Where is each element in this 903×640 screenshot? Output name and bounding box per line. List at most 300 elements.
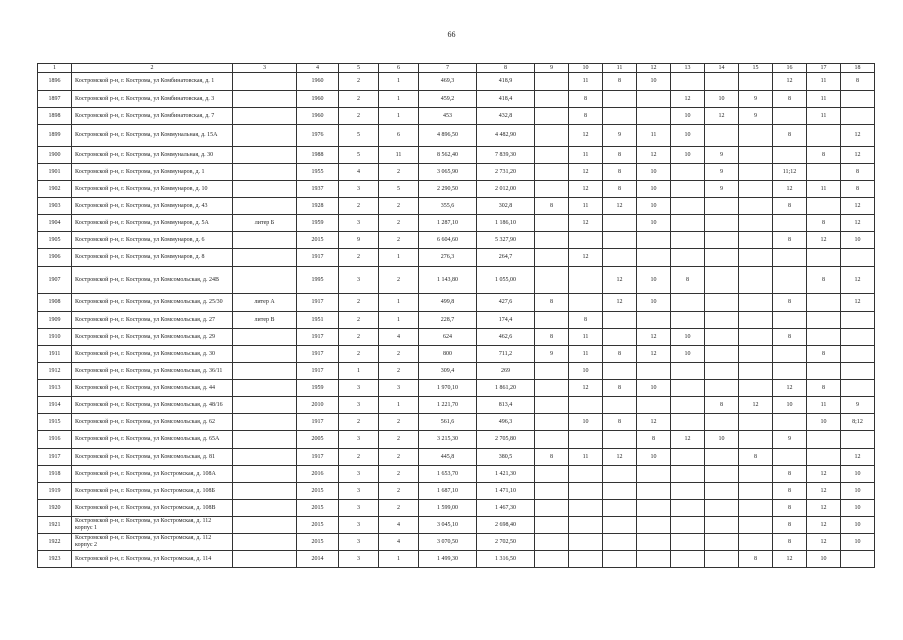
table-cell: 10 (637, 198, 671, 215)
row-id-cell: 1896 (38, 73, 72, 91)
table-cell: 302,8 (477, 198, 535, 215)
table-cell (637, 534, 671, 551)
table-cell: 10 (671, 329, 705, 346)
table-cell (705, 380, 739, 397)
table-cell: 2 (379, 232, 419, 249)
table-cell: 1 287,10 (419, 215, 477, 232)
table-cell: 2015 (297, 517, 339, 534)
table-cell: 453 (419, 108, 477, 125)
table-cell (773, 346, 807, 363)
table-row (38, 363, 875, 380)
table-cell (535, 147, 569, 164)
table-cell: 12 (603, 294, 637, 312)
table-cell: 2015 (297, 483, 339, 500)
row-id-cell: 1916 (38, 431, 72, 449)
table-cell (233, 431, 297, 449)
table-cell: 2 (379, 267, 419, 294)
address-cell: Костромской р-н, г. Кострома, ул Коммунаров, д. 6 (72, 232, 233, 249)
table-cell: 3 (339, 215, 379, 232)
table-cell (603, 232, 637, 249)
table-cell: 1976 (297, 125, 339, 147)
table-cell: 309,4 (419, 363, 477, 380)
table-cell (535, 397, 569, 414)
table-cell: 8 (739, 551, 773, 568)
table-cell (739, 312, 773, 329)
column-number-cell: 4 (297, 64, 339, 73)
table-cell (535, 431, 569, 449)
table-cell: 3 (339, 181, 379, 198)
table-cell: 12 (569, 215, 603, 232)
table-cell: 711,2 (477, 346, 535, 363)
address-cell: Костромской р-н, г. Кострома, ул Комбинатовская, д. 3 (72, 91, 233, 108)
address-cell: Костромской р-н, г. Кострома, ул Коммунаров, д. 10 (72, 181, 233, 198)
table-cell (841, 108, 875, 125)
table-cell: 6 (379, 125, 419, 147)
table-row (38, 91, 875, 108)
table-cell: 1917 (297, 294, 339, 312)
table-cell (603, 363, 637, 380)
table-cell (535, 125, 569, 147)
table-cell: 8 (773, 91, 807, 108)
table-cell: 2 290,50 (419, 181, 477, 198)
table-cell (705, 198, 739, 215)
address-cell: Костромской р-н, г. Кострома, ул Комсомольская, д. 48/16 (72, 397, 233, 414)
table-cell: 2 702,50 (477, 534, 535, 551)
row-id-cell: 1923 (38, 551, 72, 568)
table-cell: 11 (569, 346, 603, 363)
table-cell: 8 562,40 (419, 147, 477, 164)
table-cell: 2 (379, 483, 419, 500)
table-cell: 11 (569, 73, 603, 91)
table-cell (233, 414, 297, 431)
table-cell: 4 (379, 517, 419, 534)
table-cell: 8 (773, 466, 807, 483)
table-cell: 8 (807, 346, 841, 363)
table-cell: 469,3 (419, 73, 477, 91)
table-cell (603, 500, 637, 517)
column-number-cell: 14 (705, 64, 739, 73)
table-cell (807, 125, 841, 147)
address-cell: Костромской р-н, г. Кострома, ул Коммунаров, д. 1 (72, 164, 233, 181)
table-cell: 12 (807, 534, 841, 551)
table-cell: 8 (603, 346, 637, 363)
table-cell: 11 (569, 147, 603, 164)
table-cell: 2015 (297, 534, 339, 551)
table-cell: 2 (379, 414, 419, 431)
table-cell (739, 517, 773, 534)
table-cell (739, 232, 773, 249)
table-cell (535, 500, 569, 517)
table-cell: 3 (339, 397, 379, 414)
table-cell: 2005 (297, 431, 339, 449)
row-id-cell: 1903 (38, 198, 72, 215)
table-cell: 2 (339, 73, 379, 91)
table-cell: 1937 (297, 181, 339, 198)
table-cell: 2 (379, 198, 419, 215)
table-cell (569, 500, 603, 517)
table-cell: 1917 (297, 249, 339, 267)
address-cell: Костромской р-н, г. Кострома, ул Костромская, д. 108Б (72, 483, 233, 500)
table-cell: 1 687,10 (419, 483, 477, 500)
table-cell: 10 (569, 363, 603, 380)
table-cell: 11 (807, 181, 841, 198)
table-cell: 2 (379, 164, 419, 181)
table-cell: 3 (339, 380, 379, 397)
table-cell (535, 232, 569, 249)
row-id-cell: 1909 (38, 312, 72, 329)
table-cell: 2 (339, 294, 379, 312)
table-cell (671, 363, 705, 380)
table-cell (569, 466, 603, 483)
table-cell (671, 73, 705, 91)
table-cell: 2 (339, 449, 379, 466)
table-cell: 9 (603, 125, 637, 147)
table-cell: 11 (569, 329, 603, 346)
table-cell: 1 861,20 (477, 380, 535, 397)
table-cell (569, 483, 603, 500)
row-id-cell: 1898 (38, 108, 72, 125)
table-cell: 8 (773, 534, 807, 551)
table-cell: 8 (603, 147, 637, 164)
address-cell: Костромской р-н, г. Кострома, ул Комсомольская, д. 25/30 (72, 294, 233, 312)
table-cell (773, 363, 807, 380)
table-cell: 2 (379, 449, 419, 466)
table-cell (569, 534, 603, 551)
table-cell (739, 125, 773, 147)
address-cell: Костромской р-н, г. Кострома, ул Коммунальная, д. 30 (72, 147, 233, 164)
table-cell: 8 (773, 198, 807, 215)
table-cell: 561,6 (419, 414, 477, 431)
table-cell: 10 (671, 147, 705, 164)
table-cell (739, 380, 773, 397)
table-cell (671, 483, 705, 500)
table-cell (603, 534, 637, 551)
table-cell (535, 73, 569, 91)
table-cell (233, 198, 297, 215)
table-row (38, 431, 875, 449)
address-cell: Костромской р-н, г. Кострома, ул Комбинатовская, д. 1 (72, 73, 233, 91)
table-cell: 1928 (297, 198, 339, 215)
table-cell (637, 466, 671, 483)
table-cell: 8 (603, 380, 637, 397)
table-cell: 418,9 (477, 73, 535, 91)
table-cell (807, 329, 841, 346)
table-cell: литер В (233, 312, 297, 329)
table-cell (807, 294, 841, 312)
table-cell (807, 363, 841, 380)
table-cell (535, 363, 569, 380)
table-cell: 8 (535, 449, 569, 466)
table-cell: 4 (339, 164, 379, 181)
table-cell: 8 (637, 431, 671, 449)
column-number-cell: 3 (233, 64, 297, 73)
table-cell (671, 534, 705, 551)
table-cell (535, 91, 569, 108)
table-cell: 1 (339, 363, 379, 380)
table-cell (535, 249, 569, 267)
table-cell: 3 (339, 267, 379, 294)
table-cell (705, 483, 739, 500)
table-cell: 8 (841, 181, 875, 198)
table-cell: 12 (841, 294, 875, 312)
table-cell: 8 (671, 267, 705, 294)
table-cell (569, 517, 603, 534)
table-cell (569, 551, 603, 568)
address-cell: Костромской р-н, г. Кострома, ул Костромская, д. 112 корпус 2 (72, 534, 233, 551)
address-cell: Костромской р-н, г. Кострома, ул Комсомольская, д. 24В (72, 267, 233, 294)
table-cell: 1 186,10 (477, 215, 535, 232)
row-id-cell: 1906 (38, 249, 72, 267)
table-cell (637, 91, 671, 108)
table-cell (637, 483, 671, 500)
table-cell (637, 249, 671, 267)
table-cell: 462,6 (477, 329, 535, 346)
table-cell: 3 (339, 483, 379, 500)
table-cell: 2 (339, 312, 379, 329)
table-cell: 12 (773, 380, 807, 397)
table-cell: 3 (339, 534, 379, 551)
table-cell: 1 499,30 (419, 551, 477, 568)
table-cell (569, 267, 603, 294)
table-cell: 8 (739, 449, 773, 466)
table-cell (739, 164, 773, 181)
table-cell: 2 012,00 (477, 181, 535, 198)
address-cell: Костромской р-н, г. Кострома, ул Коммунаров, д. 8 (72, 249, 233, 267)
table-cell: 1 970,10 (419, 380, 477, 397)
table-cell: 2015 (297, 500, 339, 517)
table-cell: 2 (379, 346, 419, 363)
table-cell: 10 (569, 414, 603, 431)
table-cell (535, 108, 569, 125)
table-cell: 1960 (297, 91, 339, 108)
table-cell: 8 (807, 267, 841, 294)
table-cell (739, 346, 773, 363)
row-id-cell: 1912 (38, 363, 72, 380)
table-cell (773, 449, 807, 466)
table-cell (535, 534, 569, 551)
table-cell: 8 (773, 294, 807, 312)
table-row (38, 466, 875, 483)
table-cell: 459,2 (419, 91, 477, 108)
table-cell: 2 (379, 431, 419, 449)
table-cell (705, 294, 739, 312)
column-number-cell: 6 (379, 64, 419, 73)
table-cell (637, 500, 671, 517)
table-cell: 5 (339, 147, 379, 164)
table-cell (671, 215, 705, 232)
table-row (38, 181, 875, 198)
table-cell: 355,6 (419, 198, 477, 215)
table-cell: 11 (807, 108, 841, 125)
table-cell (705, 500, 739, 517)
table-cell: 2015 (297, 232, 339, 249)
table-cell (773, 108, 807, 125)
table-cell: 269 (477, 363, 535, 380)
table-cell (739, 466, 773, 483)
table-cell: 10 (637, 164, 671, 181)
table-cell (637, 517, 671, 534)
table-cell: 12 (569, 181, 603, 198)
table-cell: 12 (807, 517, 841, 534)
table-cell: 12 (841, 267, 875, 294)
table-cell: 8 (603, 73, 637, 91)
row-id-cell: 1907 (38, 267, 72, 294)
table-cell (773, 312, 807, 329)
table-cell: 12 (637, 147, 671, 164)
column-number-cell: 16 (773, 64, 807, 73)
table-cell: 11 (807, 73, 841, 91)
table-row (38, 215, 875, 232)
table-cell: 3 045,10 (419, 517, 477, 534)
table-cell: 228,7 (419, 312, 477, 329)
table-cell (233, 517, 297, 534)
table-cell: 1 (379, 249, 419, 267)
table-cell (841, 249, 875, 267)
table-cell (671, 466, 705, 483)
row-id-cell: 1915 (38, 414, 72, 431)
column-number-cell: 13 (671, 64, 705, 73)
table-cell: 10 (841, 483, 875, 500)
table-cell: 4 896,50 (419, 125, 477, 147)
table-cell (233, 181, 297, 198)
table-cell: 1 (379, 294, 419, 312)
table-cell (637, 232, 671, 249)
table-cell (535, 517, 569, 534)
row-id-cell: 1902 (38, 181, 72, 198)
table-cell (705, 232, 739, 249)
table-cell (841, 363, 875, 380)
table-cell: 499,8 (419, 294, 477, 312)
table-cell (671, 517, 705, 534)
table-cell: 12 (773, 551, 807, 568)
table-cell: 3 (339, 517, 379, 534)
table-row (38, 397, 875, 414)
table-cell (739, 414, 773, 431)
table-cell: 12 (569, 249, 603, 267)
row-id-cell: 1918 (38, 466, 72, 483)
row-id-cell: 1911 (38, 346, 72, 363)
table-cell: 1 055,00 (477, 267, 535, 294)
table-cell: 8 (569, 91, 603, 108)
table-cell (233, 147, 297, 164)
table-cell: 8 (841, 164, 875, 181)
table-cell: 418,4 (477, 91, 535, 108)
table-cell (637, 312, 671, 329)
table-cell: 11 (379, 147, 419, 164)
table-cell: 380,5 (477, 449, 535, 466)
table-cell: 12 (671, 91, 705, 108)
table-cell (603, 397, 637, 414)
row-id-cell: 1919 (38, 483, 72, 500)
table-cell (807, 449, 841, 466)
row-id-cell: 1899 (38, 125, 72, 147)
table-cell (535, 215, 569, 232)
table-cell: 10 (637, 449, 671, 466)
table-cell: 2014 (297, 551, 339, 568)
table-cell (569, 232, 603, 249)
table-cell (535, 164, 569, 181)
table-cell (637, 397, 671, 414)
table-row (38, 125, 875, 147)
table-cell: 2 (379, 500, 419, 517)
table-cell: 10 (841, 517, 875, 534)
table-cell (841, 329, 875, 346)
column-number-cell: 2 (72, 64, 233, 73)
table-cell: 496,3 (477, 414, 535, 431)
table-cell (233, 91, 297, 108)
address-cell: Костромской р-н, г. Кострома, ул Комсомольская, д. 29 (72, 329, 233, 346)
table-cell (705, 517, 739, 534)
table-cell: 3 215,30 (419, 431, 477, 449)
table-cell (841, 551, 875, 568)
table-cell (773, 249, 807, 267)
table-cell: 10 (705, 91, 739, 108)
table-cell: 8 (535, 329, 569, 346)
table-cell: 813,4 (477, 397, 535, 414)
table-cell: 8 (569, 312, 603, 329)
table-cell (569, 431, 603, 449)
table-cell: 8 (773, 232, 807, 249)
table-cell: 9 (739, 108, 773, 125)
table-cell (705, 363, 739, 380)
table-cell: 11;12 (773, 164, 807, 181)
table-cell: 10 (807, 551, 841, 568)
table-cell: 2 (339, 108, 379, 125)
table-cell (671, 551, 705, 568)
table-cell (671, 294, 705, 312)
table-cell: 8 (841, 73, 875, 91)
table-cell: 2 (339, 249, 379, 267)
table-cell (603, 466, 637, 483)
table-cell (739, 363, 773, 380)
table-cell (603, 91, 637, 108)
table-cell: 10 (637, 294, 671, 312)
address-cell: Костромской р-н, г. Кострома, ул Костромская, д. 112 корпус 1 (72, 517, 233, 534)
table-cell: 3 (379, 380, 419, 397)
table-row (38, 517, 875, 534)
row-id-cell: 1921 (38, 517, 72, 534)
table-cell (233, 164, 297, 181)
row-id-cell: 1908 (38, 294, 72, 312)
table-cell (807, 431, 841, 449)
column-number-cell: 7 (419, 64, 477, 73)
table-cell (807, 249, 841, 267)
table-cell: 8 (535, 198, 569, 215)
table-cell: 10 (637, 181, 671, 198)
table-cell: 427,6 (477, 294, 535, 312)
table-cell (739, 294, 773, 312)
table-cell: 2 (379, 363, 419, 380)
table-cell: 1917 (297, 449, 339, 466)
table-cell: 2 (379, 215, 419, 232)
table-cell (535, 267, 569, 294)
table-row (38, 108, 875, 125)
table-row (38, 380, 875, 397)
table-cell: 624 (419, 329, 477, 346)
table-cell: 12 (807, 466, 841, 483)
table-cell (671, 449, 705, 466)
row-id-cell: 1913 (38, 380, 72, 397)
table-cell: 3 (339, 431, 379, 449)
address-cell: Костромской р-н, г. Кострома, ул Костромская, д. 108А (72, 466, 233, 483)
column-number-cell: 12 (637, 64, 671, 73)
table-cell: 9 (705, 147, 739, 164)
table-cell (671, 232, 705, 249)
table-cell: 12 (841, 198, 875, 215)
table-cell (739, 267, 773, 294)
table-cell: 1 316,50 (477, 551, 535, 568)
table-row (38, 164, 875, 181)
